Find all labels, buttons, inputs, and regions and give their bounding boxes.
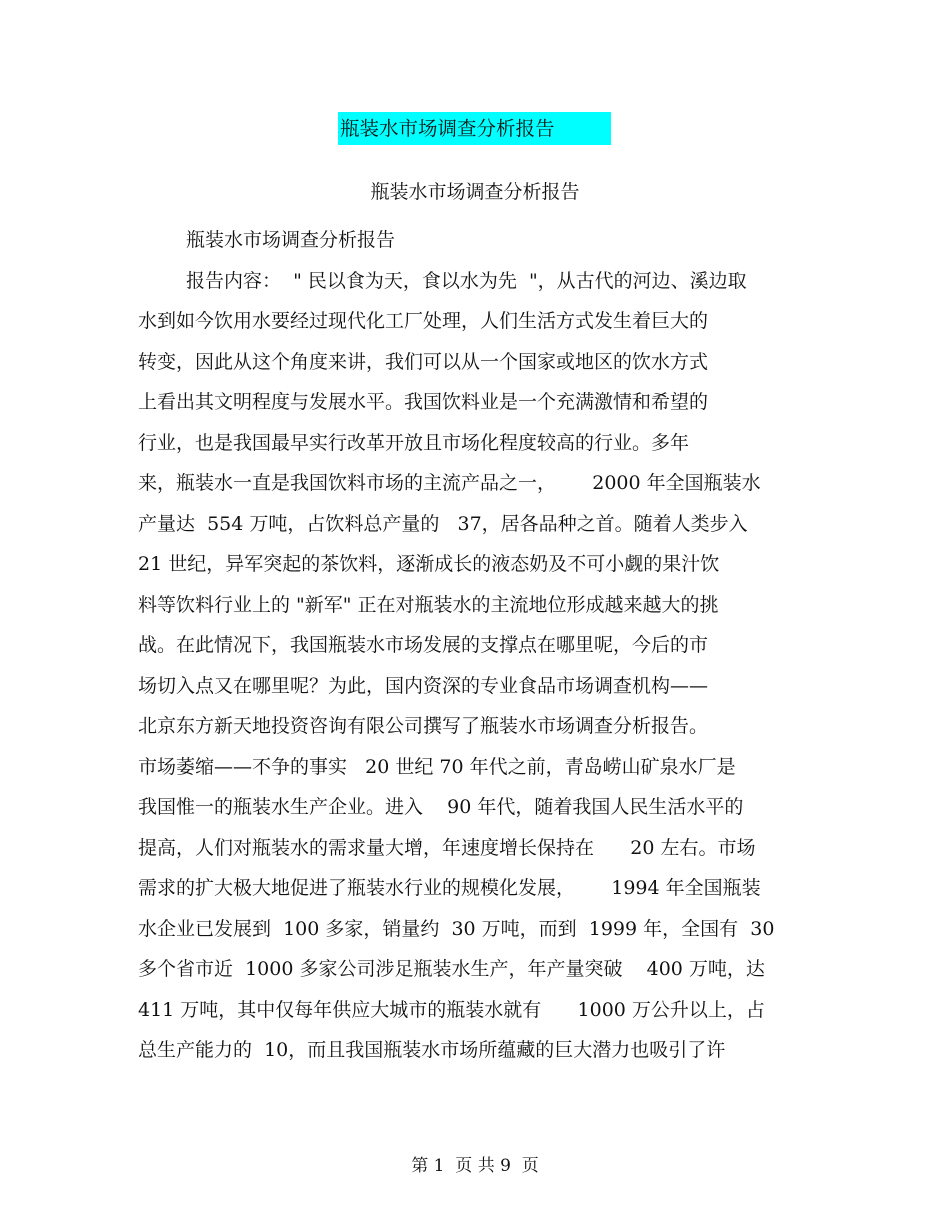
body-line: 北京东方新天地投资咨询有限公司撰写了瓶装水市场调查分析报告。 <box>138 715 709 737</box>
document-subtitle: 瓶装水市场调查分析报告 <box>370 181 580 203</box>
body-line: 市场萎缩——不争的事实 20 世纪 70 年代之前，青岛崂山矿泉水厂是 <box>138 755 736 778</box>
body-line: 行业，也是我国最早实行改革开放且市场化程度较高的行业。多年 <box>138 431 690 454</box>
body-line: 总生产能力的 10，而且我国瓶装水市场所蕴藏的巨大潜力也吸引了许 <box>138 1039 726 1061</box>
body-line: 水企业已发展到 100 多家，销量约 30 万吨，而到 1999 年，全国有 30 <box>138 917 775 940</box>
body-line: 提高，人们对瓶装水的需求量大增，年速度增长保持在 20 左右。市场 <box>138 836 756 859</box>
body-line: 需求的扩大极大地促进了瓶装水行业的规模化发展， 1994 年全国瓶装 <box>138 877 761 899</box>
page-footer: 第 1 页 共 9 页 <box>411 1156 539 1176</box>
body-line: 转变，因此从这个角度来讲，我们可以从一个国家或地区的饮水方式 <box>138 350 709 373</box>
body-line: 战。在此情况下，我国瓶装水市场发展的支撑点在哪里呢，今后的市 <box>138 634 709 656</box>
body-line: 场切入点又在哪里呢？为此，国内资深的专业食品市场调查机构—— <box>138 674 709 697</box>
document-title-highlighted: 瓶装水市场调查分析报告 <box>338 112 611 145</box>
body-line: 料等饮料行业上的 "新军" 正在对瓶装水的主流地位形成越来越大的挑 <box>138 593 719 616</box>
body-line: 411 万吨，其中仅每年供应大城市的瓶装水就有 1000 万公升以上，占 <box>138 998 765 1021</box>
body-line: 多个省市近 1000 多家公司涉足瓶装水生产，年产量突破 400 万吨，达 <box>138 958 765 980</box>
body-line: 来，瓶装水一直是我国饮料市场的主流产品之一， 2000 年全国瓶装水 <box>138 472 761 494</box>
body-line: 上看出其文明程度与发展水平。我国饮料业是一个充满激情和希望的 <box>138 391 709 413</box>
body-line: 水到如今饮用水要经过现代化工厂处理，人们生活方式发生着巨大的 <box>138 310 709 332</box>
body-line: 瓶装水市场调查分析报告 <box>186 229 396 251</box>
body-text <box>138 220 828 1071</box>
body-line: 产量达 554 万吨，占饮料总产量的 37，居各品种之首。随着人类步入 <box>138 512 748 535</box>
body-line: 我国惟一的瓶装水生产企业。进入 90 年代，随着我国人民生活水平的 <box>138 796 744 818</box>
body-line: 报告内容： " 民以食为天，食以水为先 "，从古代的河边、溪边取 <box>186 269 747 292</box>
body-line: 21 世纪，异军突起的茶饮料，逐渐成长的液态奶及不可小觑的果汁饮 <box>138 553 720 575</box>
